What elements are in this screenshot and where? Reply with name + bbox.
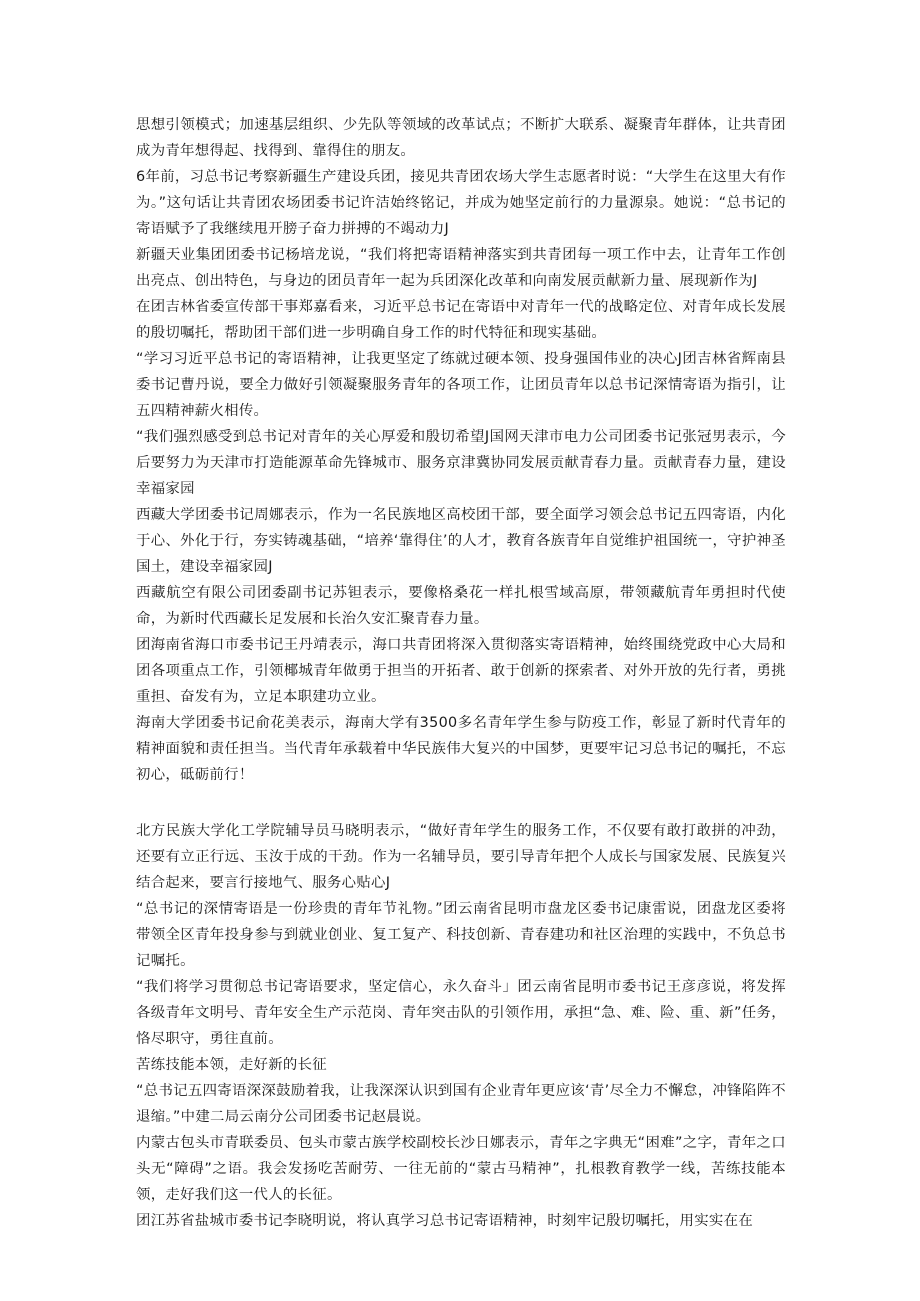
- paragraph-zheng-jia: 在团吉林省委宣传部干事郑嘉看来，习近平总书记在寄语中对青年一代的战略定位、对青年成长发展的殷切嘱托，帮助团干部们进一步明确自身工作的时代特征和现实基础。: [136, 299, 786, 341]
- paragraph-xu-jie: 6年前，习总书记考察新疆生产建设兵团，接见共青团农场大学生志愿者时说：“大学生在这里大有作为。”这句话让共青团农场团委书记许洁始终铭记，并成为她坚定前行的力量源泉。她说：“总书记的寄语赋予了我继续甩开膀子奋力拼搏的不竭动力J: [136, 169, 786, 237]
- paragraph-ma-xiaoming: 北方民族大学化工学院辅导员马晓明表示，“做好青年学生的服务工作，不仅要有敢打敢拼的冲劲，还要有立正行远、玉汝于成的干劲。作为一名辅导员，要引导青年把个人成长与国家发展、民族复兴结合起来，要言行接地气、服务心贴心J: [136, 823, 786, 891]
- paragraph-zhang-guannan: “我们强烈感受到总书记对青年的关心厚爱和殷切希望J国网天津市电力公司团委书记张冠男表示，今后要努力为天津市打造能源革命先锋城市、服务京津冀协同发展贡献青春力量。贡献青春力量，建设幸福家园: [136, 429, 786, 497]
- section-heading: 苦练技能本领，走好新的长征: [136, 1057, 327, 1073]
- document-body: [136, 112, 786, 1234]
- paragraph-zhou-na: 西藏大学团委书记周娜表示，作为一名民族地区高校团干部，要全面学习领会总书记五四寄语，内化于心、外化于行，夯实铸魂基础，“培养‘靠得住’的人才，教育各族青年自觉维护祖国统一，守护神圣国土，建设幸福家园J: [136, 507, 786, 575]
- paragraph-cao-dan: “学习习近平总书记的寄语精神，让我更坚定了练就过硬本领、投身强国伟业的决心J团吉林省辉南县委书记曹丹说，要全力做好引领凝聚服务青年的各项工作，让团员青年以总书记深情寄语为指引，让五四精神薪火相传。: [136, 351, 786, 419]
- paragraph-zhao-chen: “总书记五四寄语深深鼓励着我，让我深深认识到国有企业青年更应该‘青’尽全力不懈怠，冲锋陷阵不退缩。”中建二局云南分公司团委书记赵晨说。: [136, 1083, 786, 1125]
- paragraph-yu-huamei: 海南大学团委书记俞花美表示，海南大学有3500多名青年学生参与防疫工作，彰显了新时代青年的精神面貌和责任担当。当代青年承载着中华民族伟大复兴的中国梦，更要牢记习总书记的嘱托，不忘初心，砥砺前行！: [136, 715, 786, 783]
- paragraph-li-xiaoming: 团江苏省盐城市委书记李晓明说，将认真学习总书记寄语精神，时刻牢记殷切嘱托，用实实在在: [136, 1213, 754, 1229]
- paragraph-sha-rina: 内蒙古包头市青联委员、包头市蒙古族学校副校长沙日娜表示，青年之字典无“困难”之字，青年之口头无“障碍”之语。我会发扬吃苦耐劳、一往无前的“蒙古马精神”，扎根教育教学一线，苦练技能本领，走好我们这一代人的长征。: [136, 1135, 786, 1203]
- paragraph-youth-league-reform: 思想引领模式；加速基层组织、少先队等领域的改革试点；不断扩大联系、凝聚青年群体，让共青团成为青年想得起、找得到、靠得住的朋友。: [136, 117, 786, 159]
- paragraph-wang-yanyan: “我们将学习贯彻总书记寄语要求，坚定信心，永久奋斗」团云南省昆明市委书记王彦彦说，将发挥各级青年文明号、青年安全生产示范岗、青年突击队的引领作用，承担“急、难、险、重、新”任务，恪尽职守，勇往直前。: [136, 979, 786, 1047]
- paragraph-gap: [136, 788, 786, 818]
- paragraph-wang-danjing: 团海南省海口市委书记王丹靖表示，海口共青团将深入贯彻落实寄语精神，始终围绕党政中心大局和团各项重点工作，引领椰城青年做勇于担当的开拓者、敢于创新的探索者、对外开放的先行者，勇挑重担、奋发有为，立足本职建功立业。: [136, 637, 786, 705]
- paragraph-su-li: 西藏航空有限公司团委副书记苏钽表示，要像格桑花一样扎根雪域高原，带领藏航青年勇担时代使命，为新时代西藏长足发展和长治久安汇聚青春力量。: [136, 585, 786, 627]
- paragraph-kang-lei: “总书记的深情寄语是一份珍贵的青年节礼物。”团云南省昆明市盘龙区委书记康雷说，团盘龙区委将带领全区青年投身参与到就业创业、复工复产、科技创新、青春建功和社区治理的实践中，不负总书记嘱托。: [136, 901, 786, 969]
- paragraph-yang-peilong: 新疆天业集团团委书记杨培龙说，“我们将把寄语精神落实到共青团每一项工作中去，让青年工作创出亮点、创出特色，与身边的团员青年一起为兵团深化改革和向南发展贡献新力量、展现新作为J: [136, 247, 786, 289]
